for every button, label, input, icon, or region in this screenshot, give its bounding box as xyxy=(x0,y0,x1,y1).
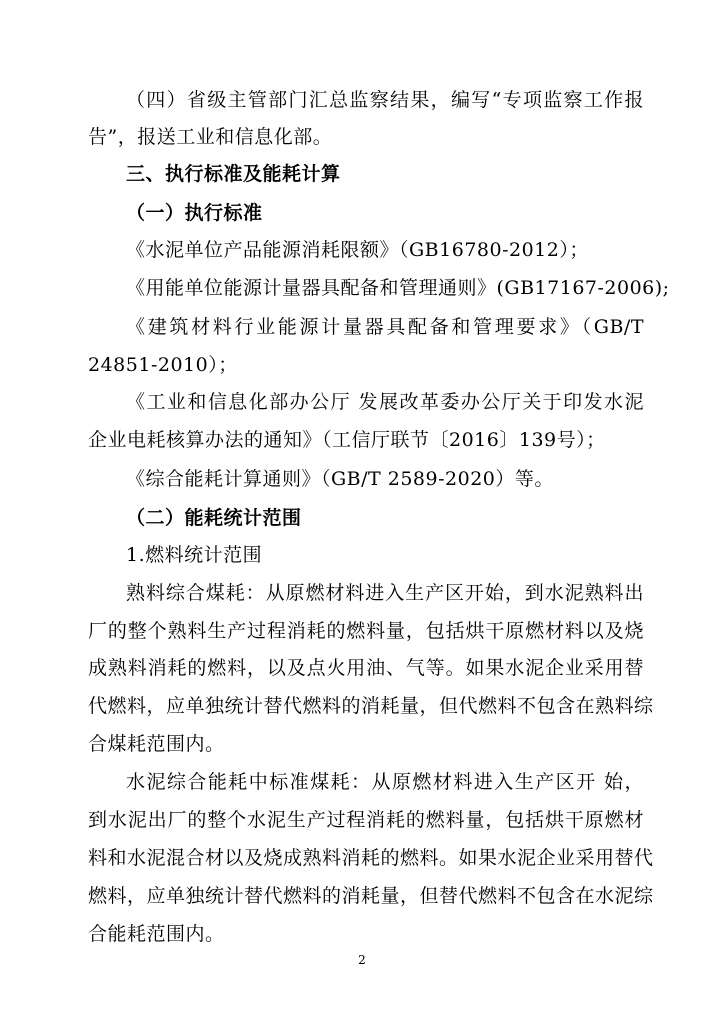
text-line: 燃料，应单独统计替代燃料的消耗量，但替代燃料不包含在水泥综 xyxy=(88,885,654,907)
text-line: 水泥综合能耗中标准煤耗：从原燃材料进入生产区开 始， xyxy=(126,771,644,793)
text-line: 到水泥出厂的整个水泥生产过程消耗的燃料量，包括烘干原燃材 xyxy=(88,809,644,831)
text-line: 告”，报送工业和信息化部。 xyxy=(88,126,333,148)
text-line: 合能耗范围内。 xyxy=(88,923,225,945)
text-line: 合煤耗范围内。 xyxy=(88,733,225,755)
text-line: 成熟料消耗的燃料，以及点火用油、气等。如果水泥企业采用替 xyxy=(88,657,644,679)
text-line: 料和水泥混合材以及烧成熟料消耗的燃料。如果水泥企业采用替代 xyxy=(88,847,654,869)
text-line: （四）省级主管部门汇总监察结果，编写“专项监察工作报 xyxy=(126,89,644,111)
subsection-heading: （二）能耗统计范围 xyxy=(126,507,302,529)
text-line: 熟料综合煤耗：从原燃材料进入生产区开始，到水泥熟料出 xyxy=(126,582,644,604)
text-line: 《综合能耗计算通则》（GB/T 2589-2020）等。 xyxy=(126,468,554,490)
text-line: 24851-2010）； xyxy=(88,354,238,376)
text-line: 《工业和信息化部办公厅 发展改革委办公厅关于印发水泥 xyxy=(126,391,644,413)
text-line: 《建筑材料行业能源计量器具配备和管理要求》（GB/T xyxy=(126,316,644,338)
text-line: 厂的整个熟料生产过程消耗的燃料量，包括烘干原燃材料以及烧 xyxy=(88,620,644,642)
text-line: 《用能单位能源计量器具配备和管理通则》(GB17167-2006); xyxy=(126,277,670,299)
text-line: 企业电耗核算办法的通知》（工信厅联节〔2016〕139号）； xyxy=(88,429,606,451)
section-heading: 三、执行标准及能耗计算 xyxy=(126,163,341,185)
subsection-label: 1.燃料统计范围 xyxy=(126,544,263,566)
text-line: 《水泥单位产品能源消耗限额》（GB16780-2012）； xyxy=(126,239,589,261)
page-number: 2 xyxy=(358,953,366,967)
subsection-heading: （一）执行标准 xyxy=(126,202,263,224)
text-line: 代燃料，应单独统计替代燃料的消耗量，但代燃料不包含在熟料综 xyxy=(88,695,654,717)
